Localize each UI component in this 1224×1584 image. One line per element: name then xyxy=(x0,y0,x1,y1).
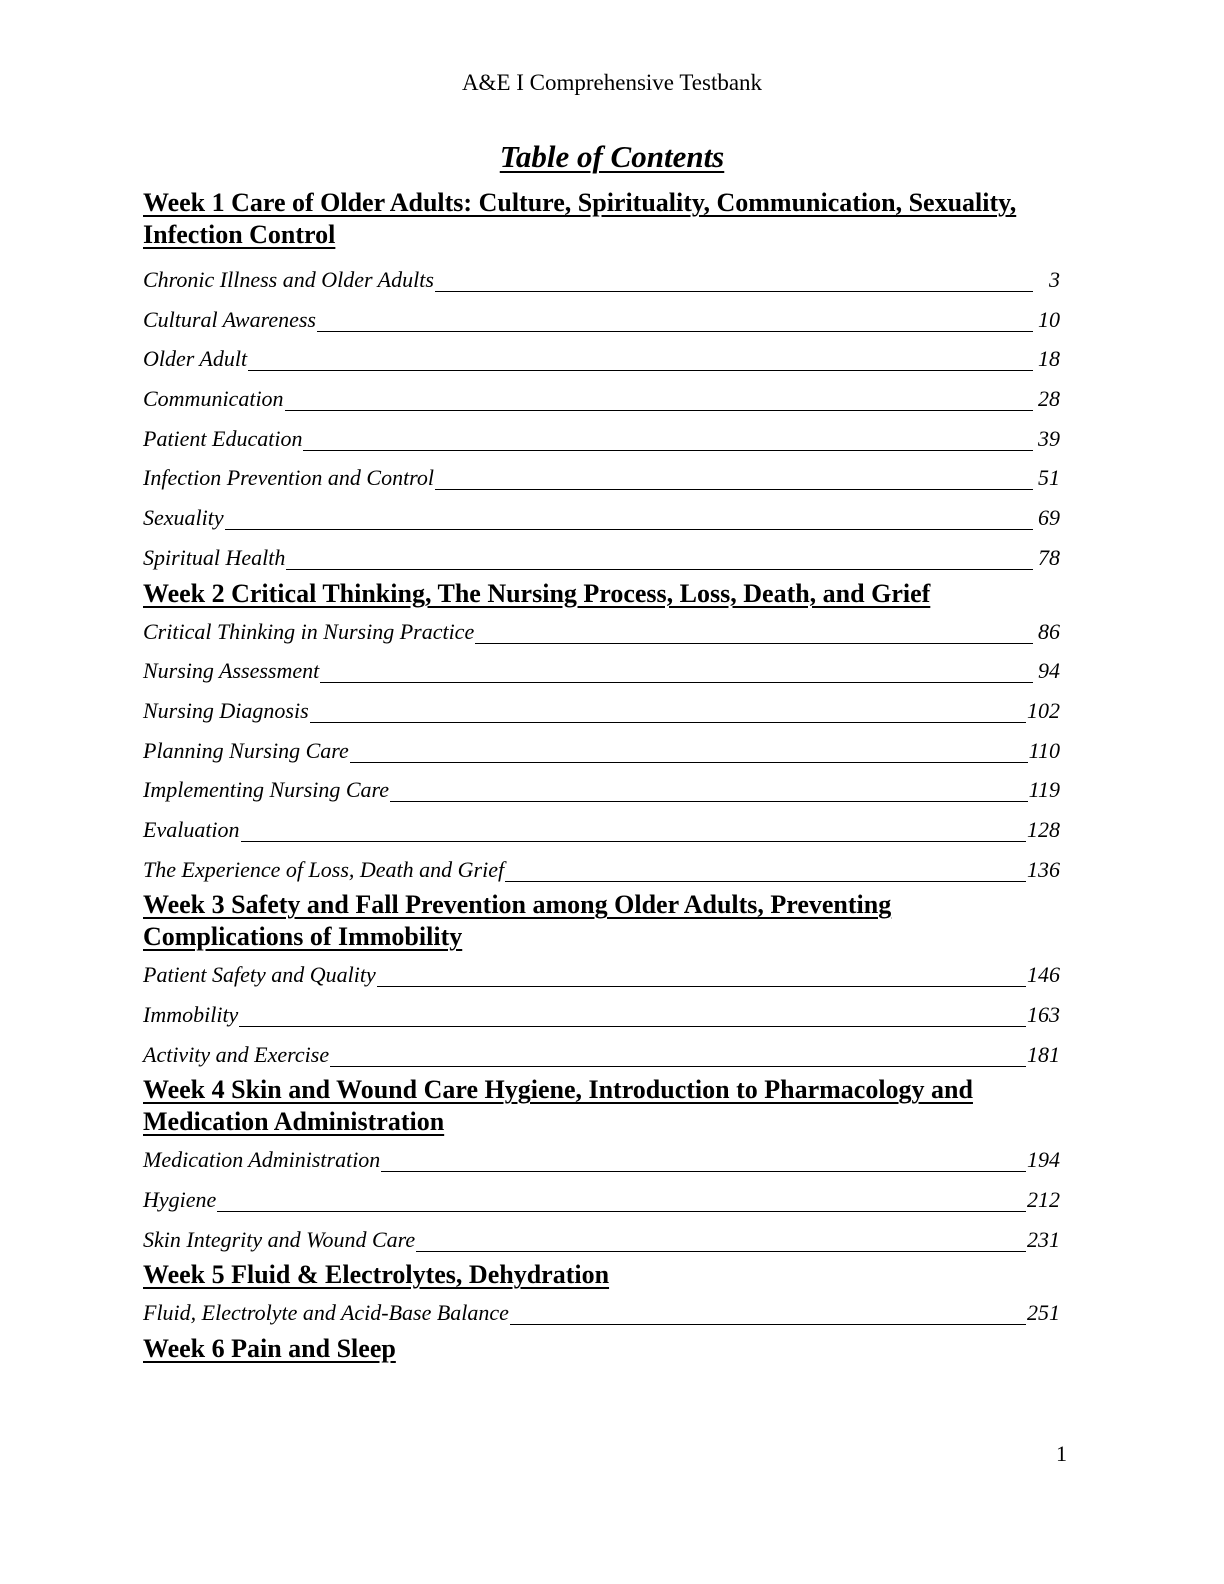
entry-page: 212 xyxy=(1027,1187,1060,1213)
entry-page: 86 xyxy=(1038,618,1060,644)
toc-entry[interactable] xyxy=(143,260,1068,300)
entry-label: The Experience of Loss, Death and Grief xyxy=(143,856,505,882)
week-heading[interactable]: Week 3 Safety and Fall Prevention among Older Adults, Preventing Complications of Immobility xyxy=(143,890,892,952)
dot-leader xyxy=(241,841,1026,842)
entry-page: 136 xyxy=(1027,856,1060,882)
entry-label: Older Adult xyxy=(143,346,248,372)
toc-entry[interactable] xyxy=(143,498,1068,538)
dot-leader xyxy=(310,722,1026,723)
entry-label: Spiritual Health xyxy=(143,544,286,570)
toc-week-5 xyxy=(143,1259,1068,1333)
dot-leader xyxy=(505,881,1026,882)
toc-entry[interactable] xyxy=(143,419,1068,459)
dot-leader xyxy=(416,1251,1026,1252)
entry-label: Nursing Diagnosis xyxy=(143,697,309,723)
entry-page: 181 xyxy=(1027,1041,1060,1067)
dot-leader xyxy=(248,370,1033,371)
entry-label: Medication Administration xyxy=(143,1147,381,1173)
toc-entry[interactable] xyxy=(143,770,1068,810)
toc-entry[interactable] xyxy=(143,1035,1068,1075)
entry-label: Chronic Illness and Older Adults xyxy=(143,267,434,292)
dot-leader xyxy=(510,1324,1026,1325)
toc-week-3 xyxy=(143,889,1068,1074)
dot-leader xyxy=(317,331,1033,332)
entry-label: Infection Prevention and Control xyxy=(143,465,435,491)
dot-leader xyxy=(350,762,1028,763)
entry-label: Activity and Exercise xyxy=(143,1041,330,1067)
toc-week-4 xyxy=(143,1074,1068,1259)
dot-leader xyxy=(286,569,1033,570)
entry-label: Skin Integrity and Wound Care xyxy=(143,1226,416,1252)
entry-page: 18 xyxy=(1038,346,1060,372)
entry-page: 39 xyxy=(1038,425,1060,451)
entry-page: 194 xyxy=(1027,1147,1060,1173)
toc-entry[interactable] xyxy=(143,1140,1068,1180)
entry-page: 110 xyxy=(1028,737,1060,763)
dot-leader xyxy=(303,450,1033,451)
week-heading[interactable]: Week 4 Skin and Wound Care Hygiene, Introduction to Pharmacology and Medication Administration xyxy=(143,1075,973,1137)
dot-leader xyxy=(435,489,1033,490)
entry-label: Critical Thinking in Nursing Practice xyxy=(143,618,475,644)
toc-entry[interactable] xyxy=(143,538,1068,578)
entry-label: Cultural Awareness xyxy=(143,306,316,332)
toc-week-1 xyxy=(143,187,1068,578)
entry-page: 94 xyxy=(1038,658,1060,684)
dot-leader xyxy=(435,291,1033,292)
toc-entry[interactable] xyxy=(143,379,1068,419)
toc-entry[interactable] xyxy=(143,651,1068,691)
entry-page: 251 xyxy=(1027,1300,1060,1326)
entry-label: Nursing Assessment xyxy=(143,658,320,684)
week-heading[interactable]: Week 6 Pain and Sleep xyxy=(143,1334,396,1364)
toc-entry[interactable] xyxy=(143,995,1068,1035)
week-heading[interactable]: Week 1 Care of Older Adults: Culture, Spirituality, Communication, Sexuality, Infection Control xyxy=(143,188,1017,249)
dot-leader xyxy=(320,682,1033,683)
toc-entry[interactable] xyxy=(143,810,1068,850)
toc-entry[interactable] xyxy=(143,955,1068,995)
entry-page: 231 xyxy=(1027,1226,1060,1252)
dot-leader xyxy=(285,410,1033,411)
entry-page: 3 xyxy=(1049,267,1060,292)
entry-label: Immobility xyxy=(143,1002,239,1027)
week-heading[interactable]: Week 5 Fluid & Electrolytes, Dehydration xyxy=(143,1260,610,1290)
dot-leader xyxy=(377,986,1026,987)
page-number: 1 xyxy=(1056,1441,1067,1466)
entry-label: Planning Nursing Care xyxy=(143,737,349,763)
entry-page: 69 xyxy=(1038,505,1060,531)
entry-label: Patient Education xyxy=(143,425,303,451)
dot-leader xyxy=(330,1066,1026,1067)
entry-page: 28 xyxy=(1038,386,1060,412)
table-of-contents xyxy=(143,187,1068,1365)
entry-label: Sexuality xyxy=(143,505,224,531)
entry-label: Evaluation xyxy=(143,816,240,842)
entry-page: 119 xyxy=(1028,777,1060,803)
toc-entry[interactable] xyxy=(143,612,1068,652)
entry-page: 102 xyxy=(1027,697,1060,723)
dot-leader xyxy=(239,1026,1026,1027)
entry-page: 78 xyxy=(1038,544,1060,570)
toc-entry[interactable] xyxy=(143,339,1068,379)
dot-leader xyxy=(381,1171,1026,1172)
toc-entry[interactable] xyxy=(143,458,1068,498)
toc-entry[interactable] xyxy=(143,1220,1068,1260)
toc-entry[interactable] xyxy=(143,731,1068,771)
dot-leader xyxy=(225,529,1033,530)
dot-leader xyxy=(475,643,1033,644)
entry-label: Implementing Nursing Care xyxy=(143,777,390,803)
entry-page: 10 xyxy=(1038,306,1060,332)
entry-page: 51 xyxy=(1038,465,1060,491)
toc-title: Table of Contents xyxy=(499,139,725,174)
entry-label: Communication xyxy=(143,386,284,412)
entry-page: 163 xyxy=(1027,1002,1060,1027)
entry-page: 128 xyxy=(1027,816,1060,842)
running-header: A&E I Comprehensive Testbank xyxy=(461,70,763,95)
toc-week-2 xyxy=(143,578,1068,890)
dot-leader xyxy=(390,801,1028,802)
entry-label: Patient Safety and Quality xyxy=(143,962,376,988)
toc-week-6 xyxy=(143,1333,1068,1365)
toc-entry[interactable] xyxy=(143,850,1068,890)
toc-entry[interactable] xyxy=(143,300,1068,340)
toc-entry[interactable] xyxy=(143,1180,1068,1220)
dot-leader xyxy=(217,1211,1026,1212)
entry-label: Hygiene xyxy=(143,1187,217,1213)
toc-entry[interactable] xyxy=(143,691,1068,731)
entry-page: 146 xyxy=(1027,962,1060,988)
entry-label: Fluid, Electrolyte and Acid-Base Balance xyxy=(143,1300,509,1326)
week-heading[interactable]: Week 2 Critical Thinking, The Nursing Process, Loss, Death, and Grief xyxy=(143,578,931,608)
toc-entry[interactable] xyxy=(143,1293,1068,1333)
